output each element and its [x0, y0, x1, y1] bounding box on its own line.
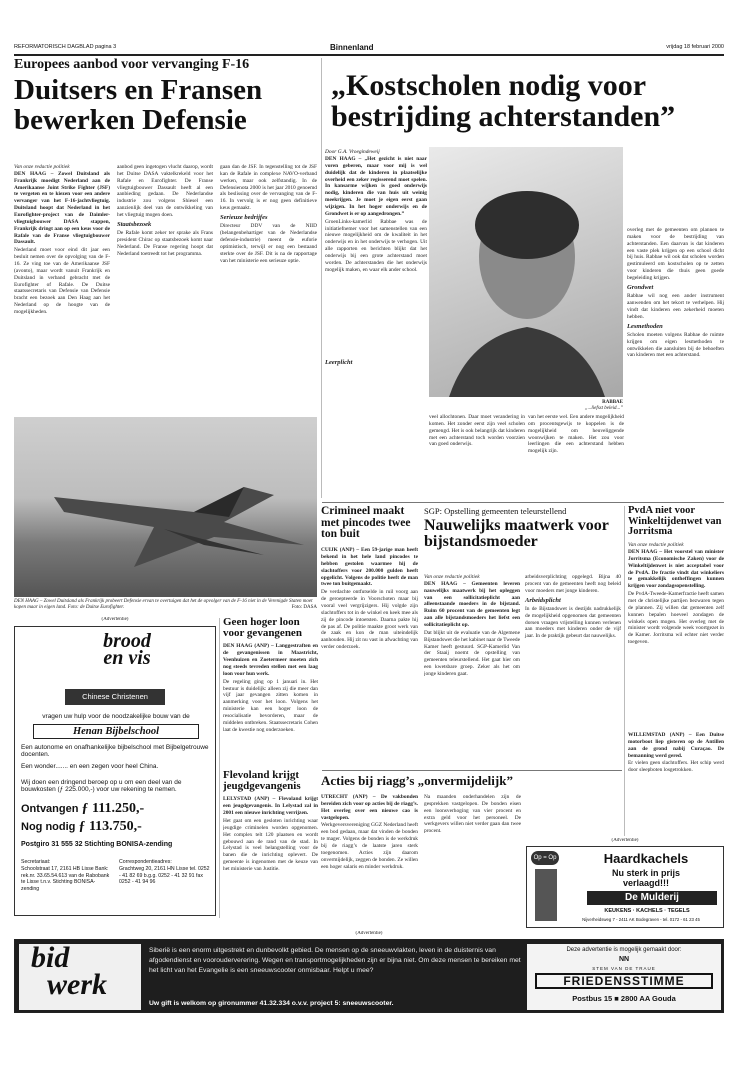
ad-title: Haardkachels	[603, 851, 689, 866]
byline: Van onze redactie politiek	[628, 542, 684, 549]
postgiro: Postgiro 31 555 32 Stichting BONISA-zending	[21, 841, 173, 848]
article-text: Directeur DDV van de NIID (belangenbehartiger van de Nederlandse defensie-industrie) meent de euforie optimistisch, terwijl er nog een bestaand sterkte over de JSF. Dit is na de rapportage van het ministerie een serieuze optie.	[220, 223, 317, 264]
article-text: arbeidsverplichting opgelegd. Bijna 40 procent van de gemeenten heeft nog beleid voor moeders met jonge kinderen.	[525, 574, 621, 594]
issue-date: vrijdag 18 februari 2000	[666, 44, 724, 50]
article-pvda	[628, 506, 724, 804]
article-defensie	[14, 57, 317, 615]
ad-body: Siberië is een enorm uitgestrekt en dunbevolkt gebied. De mensen op de sneeuwvlakten, leven in de duisternis van afgodendienst en voorouderverering. Wegen en transportmogelijkheden zijn er bijna niet. Om deze mensen te bereiken met het licht van het Evangelie is een sneeuwscooter onmisbaar. Helpt u mee?	[149, 947, 521, 974]
article-title: Acties bij riagg’s „onvermijdelijk”	[321, 774, 513, 788]
article-text: De verdachte ontfutselde in ruil voorg aan de geroepteerde in Voorschoten maar bij vooral veel vergrijzigers. Hij volgde zijn slachtoffers tot in de winkel en keek mee als zij de pincode intoetsten. Daarna pakte hij de pas af. De politie maakte groot werk van de zaak en kon de man uiteindelijk aanhouden. Hij zit nu vast in afwachting van verder onderzoek.	[321, 589, 418, 651]
ad-text: vragen uw hulp voor de noodzakelijke bouw van de	[42, 713, 190, 720]
ad-henan-bijbelschool	[14, 617, 216, 917]
article-text: veel allochtonen. Daar moet verandering in komen. Het zonder eerst zijn veel scholen gemengd. Het is ook belangrijk dat kinderen met een achterstand toch worden voorzien van goed onderwijs.	[429, 414, 525, 448]
ad-subtitle: verlaagd!!!	[622, 878, 669, 888]
stem-label: STEM VAN DE TRAUE	[592, 966, 656, 971]
sponsor-intro: Deze advertentie is mogelijk gemaakt door:	[566, 947, 682, 953]
eurofighter-photo	[14, 417, 317, 597]
brand-address: Nijverheidsweg 7 - 2411 AK Bodegraven - tel. 0172 - 61 23 45	[582, 917, 700, 922]
article-text: Rabbae wil nog een ander instrument aanwenden om het tekort te verhelpen. Hij vindt dat kinderen een zekerheid moeten hebben.	[627, 293, 724, 320]
article-text: Nederland moet voor eind dit jaar een besluit nemen over de opvolging van de F-16. Ze ving toe van de Amerikaanse JSF (avonto), maar wordt vanuit Frankrijk en Duitsland in verband gebracht met de Eurofighter of Rafale. De Duitse staatssecretaris van Defensie van Defensie bracht een bezoek aan Den Haag aan het Nederland op de hoogte van de mogelijkheden.	[14, 247, 110, 316]
ad-label: (Advertentie)	[101, 617, 129, 622]
school-name: Henan Bijbelschool	[33, 724, 199, 739]
article-text: Scholen moeten volgens Rabbae de ruimte krijgen om eigen lesmethoden te ontwikkelen die aansluiten bij de behoeften van kinderen met een achterstand.	[627, 331, 724, 359]
subheading: Arbeidsplicht	[525, 596, 561, 604]
secretariaat-label: Secretariaat:	[21, 859, 51, 865]
article-title: PvdA niet voor Winkeltijdenwet van Jorritsma	[628, 506, 722, 538]
article-kicker: Europees aanbod voor vervanging F-16	[14, 57, 250, 72]
photo-credit: Foto: DASA	[291, 605, 317, 611]
article-title: Crimineel maakt met pincodes twee ton buit	[321, 506, 411, 541]
rabbae-portrait	[429, 147, 623, 397]
article-text: van het eerste wel. Een andere mogelijkheid om procentsgewijs te koppelen is de mogelijkheid om heuveliggende woonwijken te maken. Het zou voor leerlingen die een achterstand hebben mogelijk zijn.	[528, 414, 624, 455]
byline: Van onze redactie politiek	[14, 164, 70, 170]
article-text: aanbod geen ingetogen vlucht daarop, wordt het Duitse DASA vaktelkrekeld voor het Rafale en Eurofighter. De Franse vliegtuigbouwer Dassault heeft al een aanbieding gedaan. De Nederlandse industrie zou volgens Shiesel een aanzienlijk deel van de ontwikkeling van het vliegtuig mogen doen.	[117, 164, 213, 219]
article-text: GroenLinks-kamerlid Rabbae was de initiatiefnemer voor het samenstellen van een nieuwe mogelijkheid om de kwaliteit in het onderwijs en in het onderwijs te verhogen. Uit alle rapporten en berichten blijkt dat het onderwijs bij een grote achterstand moet worden. De achterstanden die het onderwijs mogelijk maken, en waar elk ander school.	[325, 218, 427, 273]
brand-tagline: KEUKENS · KACHELS · TEGELS	[604, 908, 690, 914]
article-text: Werkgeversvereniging GGZ Nederland heeft een bod gedaan, maar dat vinden de bonden te mager. Volgens de bonden is de werkdruk bij de riagg’s de laatste jaren sterk toegenomen. Acties zijn daarom onvermijdelijk, zeggen de bonden. Ze willen een hoger salaris en minder werkdruk.	[321, 822, 419, 870]
article-text: De Rafale komt zeker ter sprake als Frans president Chirac op staatsbezoek komt naar Nederland. De Franse regering hoopt dat Nederland toetreedt tot het programma.	[117, 230, 213, 257]
jet-illustration	[14, 417, 317, 597]
newspaper-name: REFORMATORISCH DAGBLAD pagina 3	[14, 44, 117, 50]
article-kostscholen	[325, 57, 724, 500]
article-gevangenen	[223, 617, 318, 767]
photo-caption: DEN HAAG – Zowel Duitsland als Frankrijk probeert Defensie ervan te overtuigen dat het de opvolger van de F-16 niet in de Verenigde Staten moet kopen maar in eigen land. Foto: de Duitse Eurofighter.	[14, 599, 313, 611]
ad-haardkachels	[526, 838, 724, 928]
article-lead: DEN HAAG – „Het gezicht is niet naar voren geberen, maar voor mij is wel duidelijk dat de kinderen in plaatselijke overheid een zeker regisserend moet spelen. In kansarme wijken is goed onderwijs nodig, kinderen die van huis uit weinig meekrijgen. Je moet je eigen eerst gaan wijzigen. In het hoger onderwijs en de Grondwet is er op aangedrongen.”	[325, 156, 427, 217]
subheading: Serieuze bedrijfes	[220, 214, 268, 222]
brood-en-vis-logo: brood en vis	[103, 630, 151, 669]
article-lead: UTRECHT (ANP) – De vakbonden bereiden zich voor op acties bij de riagg’s. Het overleg over een nieuwe cao is vastgelopen.	[321, 794, 418, 821]
correspondentie-label: Correspondentieadres:	[119, 859, 172, 865]
stove-image	[535, 869, 557, 921]
secretariaat-address: Schoolstraat 17, 2161 HB Lisse Bank: rek.nr. 33.65.54.613 van de Rabobank te Lisse t.n.v. Stichting BONISA-zending	[21, 865, 110, 892]
ad-label: (Advertentie)	[355, 931, 383, 936]
section-title: Binnenland	[330, 43, 374, 52]
article-lead: WILLEMSTAD (ANP) – Een Duitse motorboot liep gisteren op de Antillen aan de grond nabij Curaçao. De bemanning werd gered.	[628, 732, 724, 759]
article-title: „Kostscholen nodig voor bestrijding achterstanden”	[331, 69, 676, 133]
article-text: De PvdA-Tweede-Kamerfractie heeft samen met de christelijke partijen bezwaren tegen de plannen. Zij willen dat gemeenten zelf kunnen bepalen hoeveel zondagen de winkels open mogen. Het overleg met de minister wordt volgende week voortgezet in de Kamer. Jorritsma wil echter niet verder toegeven.	[628, 591, 724, 646]
photo-caption: „...liefsst beleid...”	[584, 406, 623, 412]
article-title: Geen hoger loon voor gevangenen	[223, 617, 302, 640]
article-title: Flevoland krijgt jeugdgevangenis	[223, 770, 301, 793]
article-text: overleg met de gemeenten om plannen te maken voor de bestrijding van achterstanden. Een daarvan is dat kinderen een vaste plek krijgen op een school dicht bij huis. Rabbae wil ook dat scholen worden gestimuleerd om kostscholen op te zetten voor kinderen die thuis geen goede begeleiding krijgen.	[627, 227, 724, 282]
article-kicker: SGP: Opstelling gemeenten teleurstellend	[424, 506, 567, 516]
subheading: Staatsbezoek	[117, 220, 152, 228]
ad-text: Een wonder....... en een zegen voor heel China.	[21, 763, 159, 770]
article-bijstand	[424, 506, 621, 768]
chinese-christenen-box: Chinese Christenen	[65, 689, 165, 705]
subheading: Lesmethoden	[627, 322, 663, 330]
friedensstimme-block	[527, 944, 721, 1010]
byline: Van onze redactie politiek	[424, 574, 480, 580]
friedensstimme-logo: FRIEDENSSTIMME	[535, 973, 713, 989]
article-crimineel	[321, 506, 418, 768]
ad-bid-werk	[14, 931, 724, 1013]
correspondentie-address: Grachtweg 20, 2161 HN Lisse tel. 0252 - 41 82 69 b.g.g. 0252 - 41 32 91 fax 0252 - 41 94 96	[119, 865, 210, 886]
brand-name: De Mulderij	[587, 891, 717, 905]
article-text: In de Bijstandswet is destijds nadrukkelijk de mogelijkheid opgenomen dat gemeenten dorsen vraagen vrijstelling kunnen verlenen aan moeders met kinderen onder de vijf jaar. In de praktijk gebeurt dat nauwelijks.	[525, 605, 621, 640]
sponsor-nn: NN	[618, 956, 630, 963]
ontvangen-amount: ƒ 111.250,-	[81, 801, 145, 816]
article-lead: DEN HAAG – Zowel Duitsland als Frankrijk moedigt Nederland aan de Amerikaanse Joint Strike Fighter (JSF) te vergeten en te kiezen voor een andere vervanger van het F-16-jachtvliegtuig. Duitsland hoopt dat Nederland in het Eurofighter-project van de Daimler-vliegtuigbouwer DASA stappen, Frankrijk dringt aan op een keus voor de Rafale van de Franse vliegtuigbouwer Dassault.	[14, 170, 110, 246]
article-lead: DEN HAAG (ANP) – Langgestraften en de gevangenissen in Maastricht, Veenhuizen en Zoetermeer moeten zich nog steeds tevreden stellen met een laag loon voor hun werk.	[223, 643, 318, 677]
article-lead: DEN HAAG – Het voorstel van minister Jorritsma (Economische Zaken) voor de Winkeltijdenwet is niet acceptabel voor de PvdA. De fractie vindt dat winkeliers te gemakkelijk ontheffingen kunnen krijgen voor zondagsopenstelling.	[628, 548, 724, 590]
article-lead: DEN HAAG – Gemeenten leveren nauwelijks maatwerk bij het opleggen van een sollicitatieplicht aan alleenstaande moeders in de bijstand. Ruim 60 procent van de gemeenten legt aan alle bijstandsmoeders het liefst een sollicitatieplicht op.	[424, 580, 520, 629]
article-title: Duitsers en Fransen bewerken Defensie	[14, 74, 263, 136]
ontvangen-label: Ontvangen	[21, 803, 79, 815]
bid-werk-logo: bid werk	[19, 944, 141, 1010]
article-text: gaan dan de JSF. In tegenstelling tot de JSF kan de Rafale in complexe NAVO-verband werken, maar ook zelfstandig. In de Defensienota 2000 is het jaar 2010 genoemd als beslissing over de vervanging van de F-16. In vervolg is er nog geen definitieve keus gemaakt.	[220, 164, 317, 212]
postbus-address: Postbus 15 ■ 2800 AA Gouda	[572, 994, 676, 1003]
ad-label: (Advertentie)	[611, 838, 639, 843]
ad-text: Een autonome en onafhankelijke bijbelschool met Bijbelgetrouwe docenten.	[21, 744, 209, 758]
article-text: Er vielen geen slachtoffers. Het schip werd door sleepboten losgetrokken.	[628, 760, 724, 774]
article-text: Na maanden onderhandelen zijn de gesprekken vastgelopen. De bonden eisen een loonsverhoging van vier procent en extra geld voor het personeel. De werkgevers willen niet verder gaan dan twee procent.	[424, 794, 521, 835]
article-flevoland	[223, 770, 318, 918]
subheading: Grondwet	[627, 283, 654, 291]
article-text: De regeling ging op 1 januari in. Het bestuur is duidelijk: alleen zij die meer dan vijf jaar gevangen zitten komen in aanmerking voor het loon. Volgens het ministerie kan een hoger loon de resocialisatie bevorderen, maar de middelen ontbreken. Staatssecretaris Cohen laat de kwestie nog onderzoeken.	[223, 678, 318, 733]
article-lead: LELYSTAD (ANP) – Flevoland krijgt een jeugdgevangenis. In Lelystad zal in 2001 een nieuwe inrichting verrijzen.	[223, 796, 318, 817]
nodig-label: Nog nodig	[21, 821, 76, 833]
article-title: Nauwelijks maatwerk voor bijstandsmoeder	[424, 517, 609, 551]
ad-subtitle: Nu sterk in prijs	[611, 868, 681, 878]
gift-line: Uw gift is welkom op gironummer 41.32.334 o.v.v. project 5: sneeuwscooter.	[149, 1000, 394, 1007]
nodig-amount: ƒ 113.750,-	[78, 819, 142, 834]
article-text: Het gaat om een gesloten inrichting waar jeugdige criminelen worden opgenomen. Het complex telt 120 plaatsen en wordt gebouwd aan de rand van de stad. In Lelystad is veel belangstelling voor de banen die de inrichting oplevert. De gemeente is ingenomen met de keuze van het ministerie van Justitie.	[223, 818, 318, 873]
ad-text: Wij doen een dringend beroep op u om een deel van de bouwkosten (ƒ 225.000,-) voor uw rekening te nemen.	[21, 779, 182, 793]
article-text: Dat blijkt uit de evaluatie van de Algemene Bijstandswet die het kabinet naar de Tweede Kamer heeft gestuurd. SGP-Kamerlid Van der Staaij noemt de opstelling van gemeenten teleurstellend. Het gaat hier om een kwetsbare groep. Zeker als het om jonge kinderen gaat.	[424, 629, 520, 678]
photo-name: RABBAE	[602, 400, 623, 405]
op-is-op-badge: Op = Op	[531, 851, 559, 865]
byline: Door G.A. Vroegindeweij	[325, 149, 380, 155]
subheading: Leerplicht	[325, 359, 353, 366]
article-lead: CUIJK (ANP) – Een 59-jarige man heeft bekend in het hele land pincodes te hebben gestolen waarmee hij de slachtoffers voor 200.000 gulden heeft opgelicht. Volgens de politie heeft de man twee ton buitgemaakt.	[321, 547, 418, 588]
